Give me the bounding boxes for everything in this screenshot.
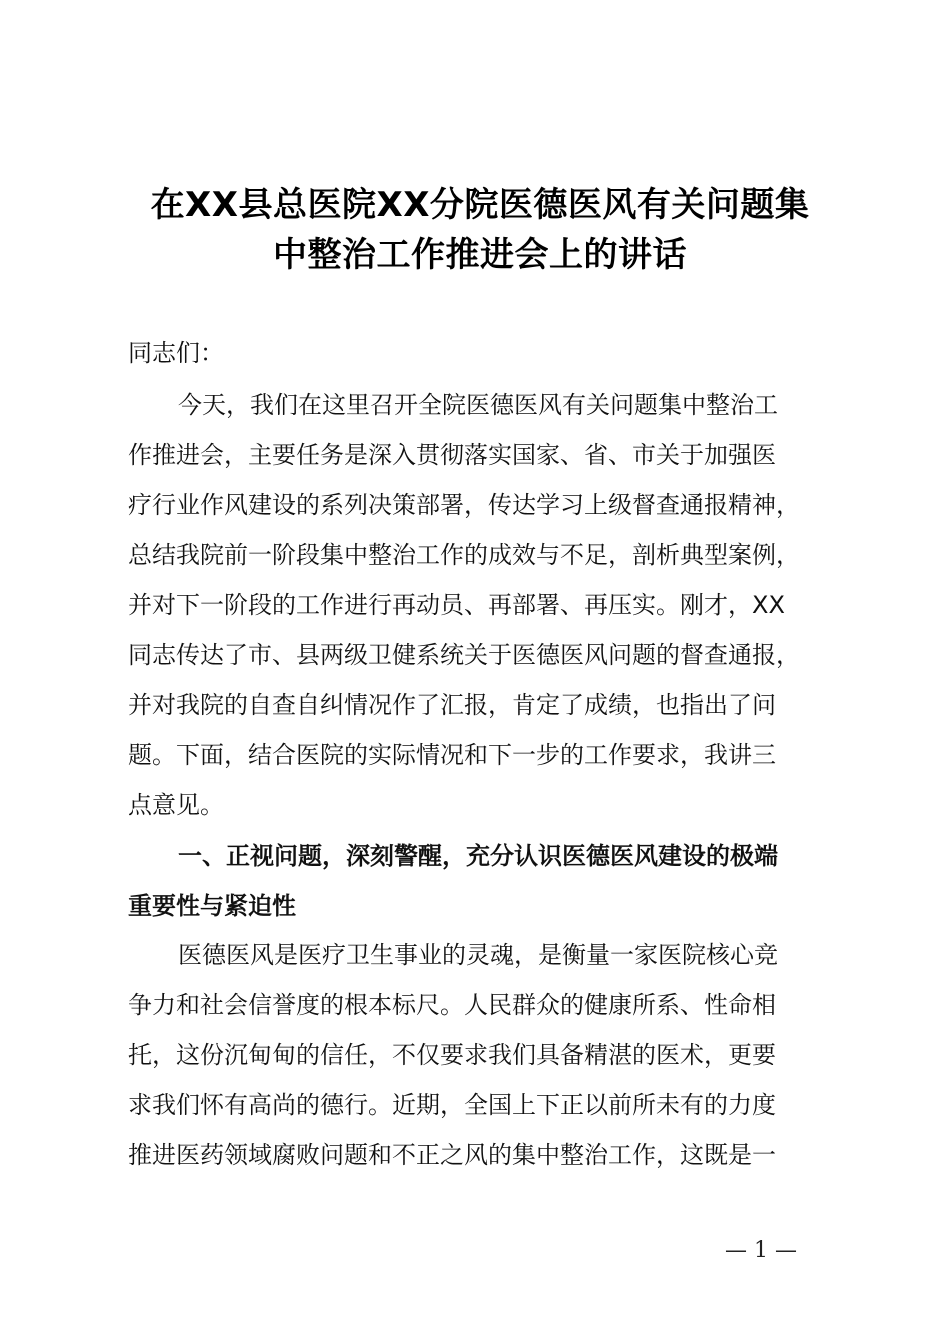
text-line: 推进医药领域腐败问题和不正之风的集中整治工作，这既是一 bbox=[128, 1141, 776, 1169]
text-line: 疗行业作风建设的系列决策部署，传达学习上级督查通报精神， bbox=[128, 491, 800, 519]
heading-line: 一、正视问题，深刻警醒，充分认识医德医风建设的极端 bbox=[178, 842, 778, 870]
heading-line: 重要性与紧迫性 bbox=[128, 892, 296, 920]
text-line: 求我们怀有高尚的德行。近期，全国上下正以前所未有的力度 bbox=[128, 1091, 776, 1119]
text-line: 题。下面，结合医院的实际情况和下一步的工作要求，我讲三 bbox=[128, 741, 776, 769]
text-line: 总结我院前一阶段集中整治工作的成效与不足，剖析典型案例， bbox=[128, 541, 800, 569]
salutation: 同志们： bbox=[128, 339, 224, 367]
text-line: 点意见。 bbox=[128, 791, 224, 819]
document-title bbox=[100, 180, 860, 280]
text-line: 托，这份沉甸甸的信任，不仅要求我们具备精湛的医术，更要 bbox=[128, 1041, 776, 1069]
text-line: 医德医风是医疗卫生事业的灵魂，是衡量一家医院核心竞 bbox=[178, 941, 778, 969]
page-number: — 1 — bbox=[725, 1238, 797, 1263]
paragraph-section-1 bbox=[128, 930, 828, 1180]
text-line: 并对我院的自查自纠情况作了汇报，肯定了成绩，也指出了问 bbox=[128, 691, 776, 719]
text-line: 争力和社会信誉度的根本标尺。人民群众的健康所系、性命相 bbox=[128, 991, 776, 1019]
paragraph-intro bbox=[128, 380, 828, 830]
text-line: 并对下一阶段的工作进行再动员、再部署、再压实。刚才，XX bbox=[128, 591, 785, 619]
title-line: 中整治工作推进会上的讲话 bbox=[273, 235, 687, 275]
title-line: 在XX县总医院XX分院医德医风有关问题集 bbox=[150, 185, 810, 225]
text-line: 作推进会，主要任务是深入贯彻落实国家、省、市关于加强医 bbox=[128, 441, 776, 469]
section-heading-1 bbox=[128, 831, 828, 931]
text-line: 今天，我们在这里召开全院医德医风有关问题集中整治工 bbox=[178, 391, 778, 419]
text-line: 同志传达了市、县两级卫健系统关于医德医风问题的督查通报， bbox=[128, 641, 800, 669]
